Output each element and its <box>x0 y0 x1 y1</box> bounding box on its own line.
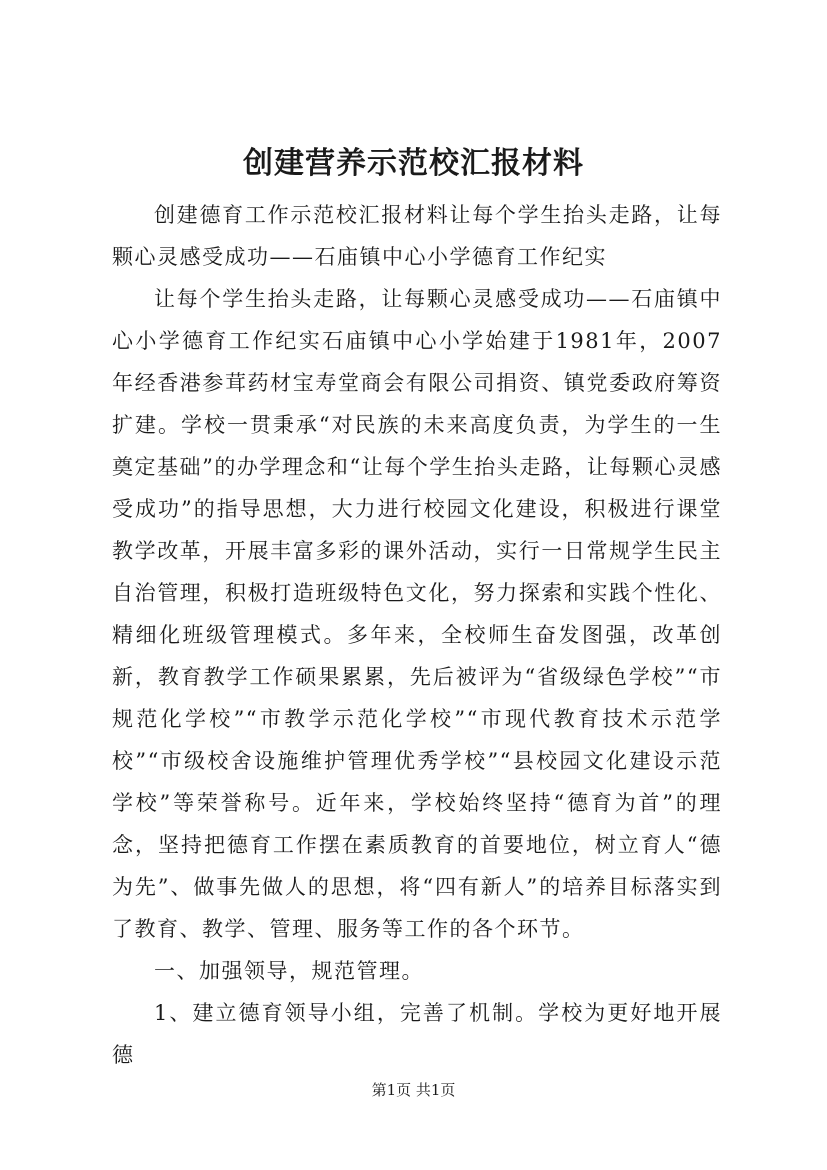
section-heading-1: 一、加强领导，规范管理。 <box>154 959 424 983</box>
document-body <box>112 194 722 1076</box>
paragraph-main: 让每个学生抬头走路，让每颗心灵感受成功——石庙镇中心小学德育工作纪实石庙镇中心小学始建于1981年，2007年经香港参茸药材宝寿堂商会有限公司捐资、镇党委政府筹资扩建。学校一贯秉承“对民族的未来高度负责，为学生的一生奠定基础”的办学理念和“让每个学生抬头走路，让每颗心灵感受成功”的指导思想，大力进行校园文化建设，积极进行课堂教学改革，开展丰富多彩的课外活动，实行一日常规学生民主自治管理，积极打造班级特色文化，努力探索和实践个性化、精细化班级管理模式。多年来，全校师生奋发图强，改革创新，教育教学工作硕果累累，先后被评为“省级绿色学校”“市规范化学校”“市教学示范化学校”“市现代教育技术示范学校”“市级校舍设施维护管理优秀学校”“县校园文化建设示范学校”等荣誉称号。近年来，学校始终坚持“德育为首”的理念，坚持把德育工作摆在素质教育的首要地位，树立育人“德为先”、做事先做人的思想，将“四有新人”的培养目标落实到了教育、教学、管理、服务等工作的各个环节。 <box>112 287 722 941</box>
page-number-footer: 第1页 共1页 <box>371 1081 456 1099</box>
paragraph-item-1: 1、建立德育领导小组，完善了机制。学校为更好地开展德 <box>112 1001 722 1067</box>
document-title: 创建营养示范校汇报材料 <box>243 146 584 181</box>
paragraph-intro: 创建德育工作示范校汇报材料让每个学生抬头走路，让每颗心灵感受成功——石庙镇中心小学德育工作纪实 <box>112 203 722 269</box>
